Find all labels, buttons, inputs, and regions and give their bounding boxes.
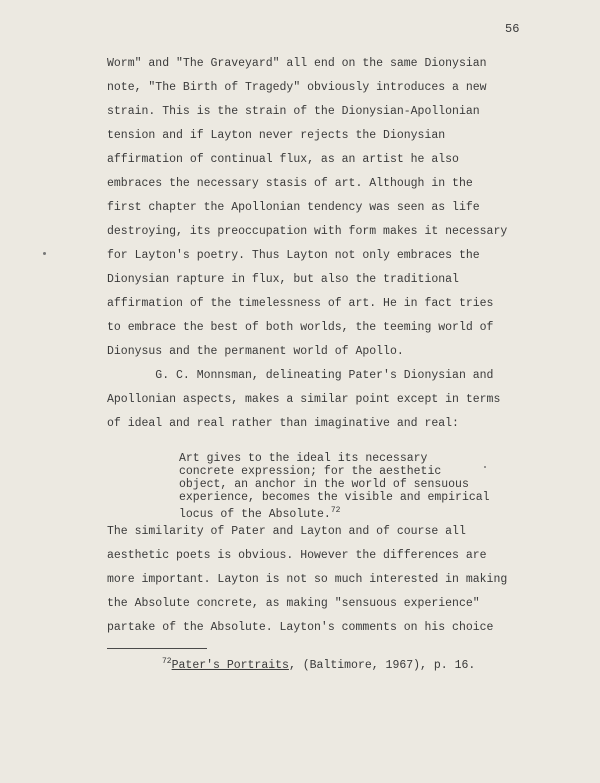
footnote-divider <box>107 648 207 649</box>
quote-line: Art gives to the ideal its necessary <box>179 452 428 465</box>
text-line: to embrace the best of both worlds, the teeming world of <box>107 321 494 334</box>
text-line: Apollonian aspects, makes a similar point except in terms <box>107 393 501 406</box>
text-line: Worm" and "The Graveyard" all end on the same Dionysian <box>107 57 487 70</box>
text-line: G. C. Monnsman, delineating Pater's Dionysian and <box>107 369 494 382</box>
quote-line: experience, becomes the visible and empirical <box>179 491 490 504</box>
text-line: strain. This is the strain of the Dionysian-Apollonian <box>107 105 480 118</box>
text-line: affirmation of continual flux, as an artist he also <box>107 153 459 166</box>
text-line: more important. Layton is not so much interested in making <box>107 573 508 586</box>
text-line: first chapter the Apollonian tendency was seen as life <box>107 201 480 214</box>
text-line: for Layton's poetry. Thus Layton not only embraces the <box>107 249 480 262</box>
footnote-reference: 72 <box>330 506 341 515</box>
text-line: tension and if Layton never rejects the Dionysian <box>107 129 446 142</box>
text-line: Dionysian rapture in flux, but also the traditional <box>107 273 459 286</box>
text-line: of ideal and real rather than imaginative and real: <box>107 417 459 430</box>
block-quote <box>179 452 539 521</box>
footnote-citation: , (Baltimore, 1967), p. 16. <box>288 659 476 672</box>
quote-line: concrete expression; for the aesthetic <box>179 465 442 478</box>
quote-line-last <box>179 504 539 521</box>
footnote-mark: 72 <box>162 657 172 666</box>
text-line: destroying, its preoccupation with form makes it necessary <box>107 225 508 238</box>
text-line: partake of the Absolute. Layton's comments on his choice <box>107 621 494 634</box>
speck-mark <box>43 252 46 255</box>
paragraph-2 <box>107 520 547 640</box>
text-line: embraces the necessary stasis of art. Although in the <box>107 177 473 190</box>
footnote-title: Pater's Portraits <box>171 659 289 672</box>
quote-line: object, an anchor in the world of sensuous <box>179 478 469 491</box>
quote-line-text: locus of the Absolute. <box>179 508 331 521</box>
text-line: the Absolute concrete, as making "sensuous experience" <box>107 597 480 610</box>
page-number: 56 <box>505 22 520 36</box>
footnote <box>162 657 475 672</box>
text-line: Dionysus and the permanent world of Apollo. <box>107 345 404 358</box>
text-line: The similarity of Pater and Layton and of course all <box>107 525 466 538</box>
text-line: aesthetic poets is obvious. However the differences are <box>107 549 487 562</box>
paragraph-1 <box>107 52 547 436</box>
text-line: note, "The Birth of Tragedy" obviously introduces a new <box>107 81 487 94</box>
speck-mark <box>484 466 486 468</box>
text-line: affirmation of the timelessness of art. He in fact tries <box>107 297 494 310</box>
